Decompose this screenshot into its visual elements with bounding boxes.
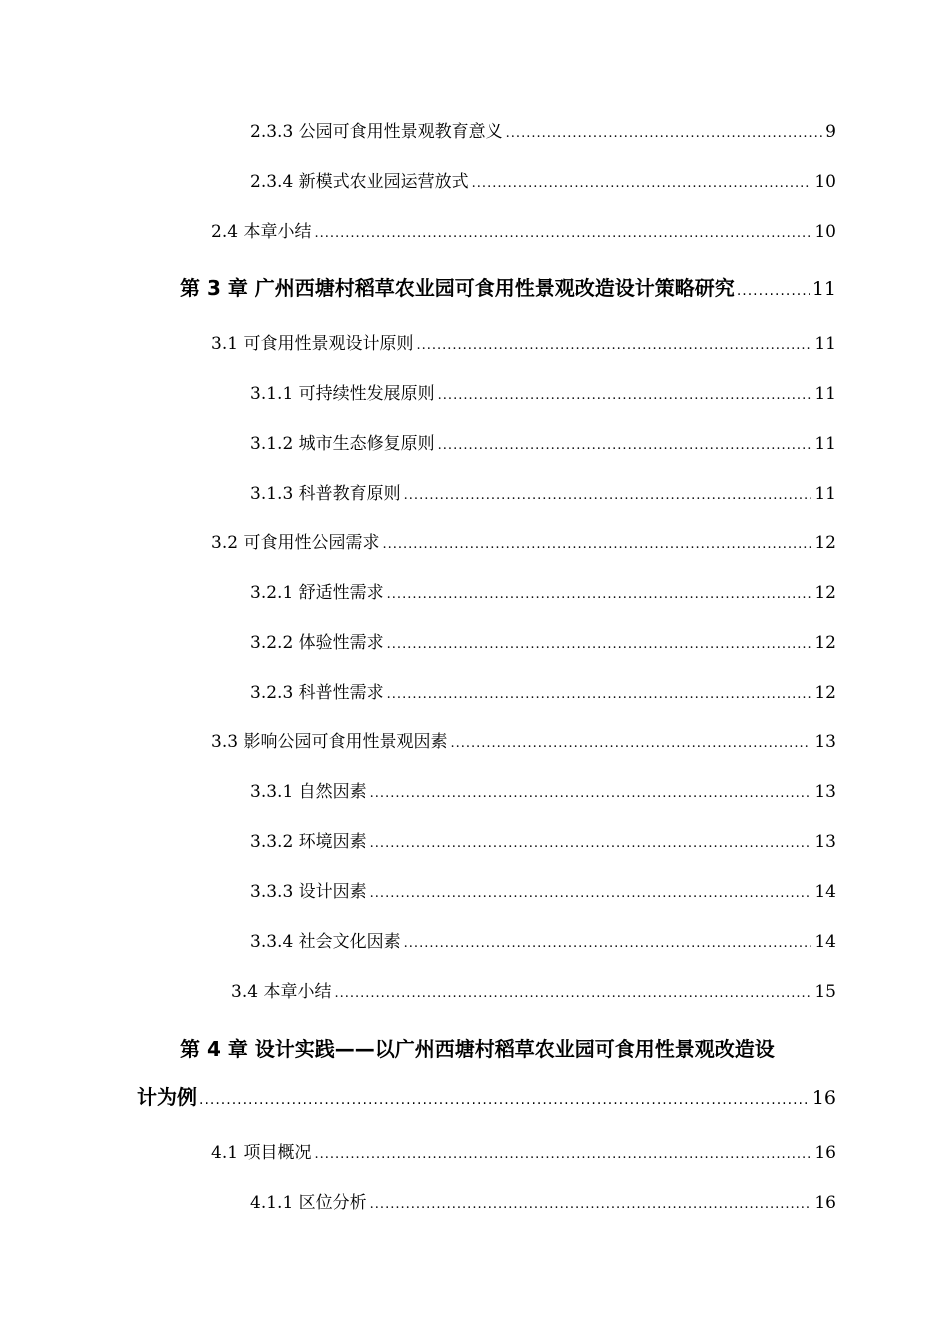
toc-entry-label: 3.3.1 自然因素 (250, 782, 367, 802)
toc-entry-3-3-1[interactable] (250, 781, 836, 805)
toc-entry-3-3[interactable] (211, 731, 836, 755)
dot-leader (370, 783, 812, 805)
dot-leader (438, 435, 812, 457)
toc-entry-page: 9 (825, 122, 836, 142)
toc-entry-page: 12 (814, 633, 836, 653)
toc-entry-page: 13 (814, 782, 836, 802)
dot-leader (387, 634, 812, 656)
toc-entry-3-3-4[interactable] (250, 931, 836, 955)
toc-entry-label: 3.2.2 体验性需求 (250, 633, 384, 653)
toc-entry-page: 13 (814, 832, 836, 852)
dot-leader (438, 385, 812, 407)
toc-chapter-label: 第 4 章 设计实践——以广州西塘村稻草农业园可食用性景观改造设 (180, 1037, 775, 1061)
toc-entry-page: 11 (814, 484, 836, 504)
toc-entry-label: 3.3 影响公园可食用性景观因素 (211, 732, 448, 752)
toc-entry-3-2-1[interactable] (250, 582, 836, 606)
toc-entry-label: 3.3.3 设计因素 (250, 882, 367, 902)
toc-chapter-label: 第 3 章 广州西塘村稻草农业园可食用性景观改造设计策略研究 (180, 276, 735, 300)
toc-entry-2-3-3[interactable] (250, 121, 836, 145)
toc-entry-label: 3.1 可食用性景观设计原则 (211, 334, 414, 354)
toc-chapter-page: 11 (811, 278, 836, 300)
toc-entry-3-1-1[interactable] (250, 383, 836, 407)
toc-entry-4-1-1[interactable] (250, 1192, 836, 1216)
toc-entry-page: 12 (814, 583, 836, 603)
toc-entry-label: 3.1.3 科普教育原则 (250, 484, 401, 504)
toc-entry-3-1-2[interactable] (250, 433, 836, 457)
toc-entry-page: 10 (814, 222, 836, 242)
toc-entry-3-3-3[interactable] (250, 881, 836, 905)
dot-leader (404, 485, 812, 507)
dot-leader (314, 1144, 811, 1166)
toc-entry-page: 13 (814, 732, 836, 752)
toc-entry-page: 11 (814, 434, 836, 454)
toc-entry-label: 3.3.2 环境因素 (250, 832, 367, 852)
toc-entry-page: 11 (814, 334, 836, 354)
toc-entry-label: 4.1 项目概况 (211, 1143, 312, 1163)
toc-entry-label: 3.4 本章小结 (231, 982, 332, 1002)
toc-entry-3-4[interactable] (231, 981, 836, 1005)
toc-entry-3-3-2[interactable] (250, 831, 836, 855)
dot-leader (199, 1087, 810, 1113)
dot-leader (416, 335, 811, 357)
dot-leader (737, 278, 810, 304)
dot-leader (387, 584, 812, 606)
toc-entry-3-1-3[interactable] (250, 483, 836, 507)
toc-entry-label: 3.3.4 社会文化因素 (250, 932, 401, 952)
toc-chapter-label: 计为例 (137, 1085, 197, 1109)
toc-entry-4-1[interactable] (211, 1142, 836, 1166)
toc-chapter-4-line2[interactable] (137, 1084, 836, 1113)
toc-entry-label: 3.2 可食用性公园需求 (211, 533, 380, 553)
toc-entry-label: 3.1.2 城市生态修复原则 (250, 434, 435, 454)
dot-leader (382, 534, 811, 556)
toc-entry-page: 10 (814, 172, 836, 192)
dot-leader (404, 933, 812, 955)
dot-leader (450, 733, 811, 755)
toc-entry-label: 3.2.1 舒适性需求 (250, 583, 384, 603)
toc-entry-page: 12 (814, 683, 836, 703)
toc-entry-label: 3.1.1 可持续性发展原则 (250, 384, 435, 404)
toc-entry-page: 14 (814, 882, 836, 902)
toc-entry-page: 12 (814, 533, 836, 553)
dot-leader (314, 223, 811, 245)
dot-leader (370, 883, 812, 905)
toc-entry-2-4[interactable] (211, 221, 836, 245)
toc-entry-3-2-2[interactable] (250, 632, 836, 656)
toc-chapter-3[interactable] (180, 275, 836, 304)
dot-leader (370, 833, 812, 855)
toc-entry-label: 2.4 本章小结 (211, 222, 312, 242)
toc-entry-3-1[interactable] (211, 333, 836, 357)
toc-chapter-4-line1[interactable] (180, 1036, 775, 1062)
dot-leader (370, 1194, 812, 1216)
toc-entry-label: 3.2.3 科普性需求 (250, 683, 384, 703)
toc-entry-label: 2.3.3 公园可食用性景观教育意义 (250, 122, 503, 142)
toc-entry-page: 16 (814, 1193, 836, 1213)
toc-entry-3-2-3[interactable] (250, 682, 836, 706)
toc-entry-label: 2.3.4 新模式农业园运营放式 (250, 172, 469, 192)
toc-entry-page: 11 (814, 384, 836, 404)
toc-entry-page: 16 (814, 1143, 836, 1163)
dot-leader (506, 123, 823, 145)
toc-entry-3-2[interactable] (211, 532, 836, 556)
toc-entry-label: 4.1.1 区位分析 (250, 1193, 367, 1213)
dot-leader (387, 684, 812, 706)
toc-entry-page: 15 (814, 982, 836, 1002)
dot-leader (334, 983, 811, 1005)
toc-entry-2-3-4[interactable] (250, 171, 836, 195)
toc-entry-page: 14 (814, 932, 836, 952)
dot-leader (472, 173, 812, 195)
toc-chapter-page: 16 (811, 1087, 836, 1109)
